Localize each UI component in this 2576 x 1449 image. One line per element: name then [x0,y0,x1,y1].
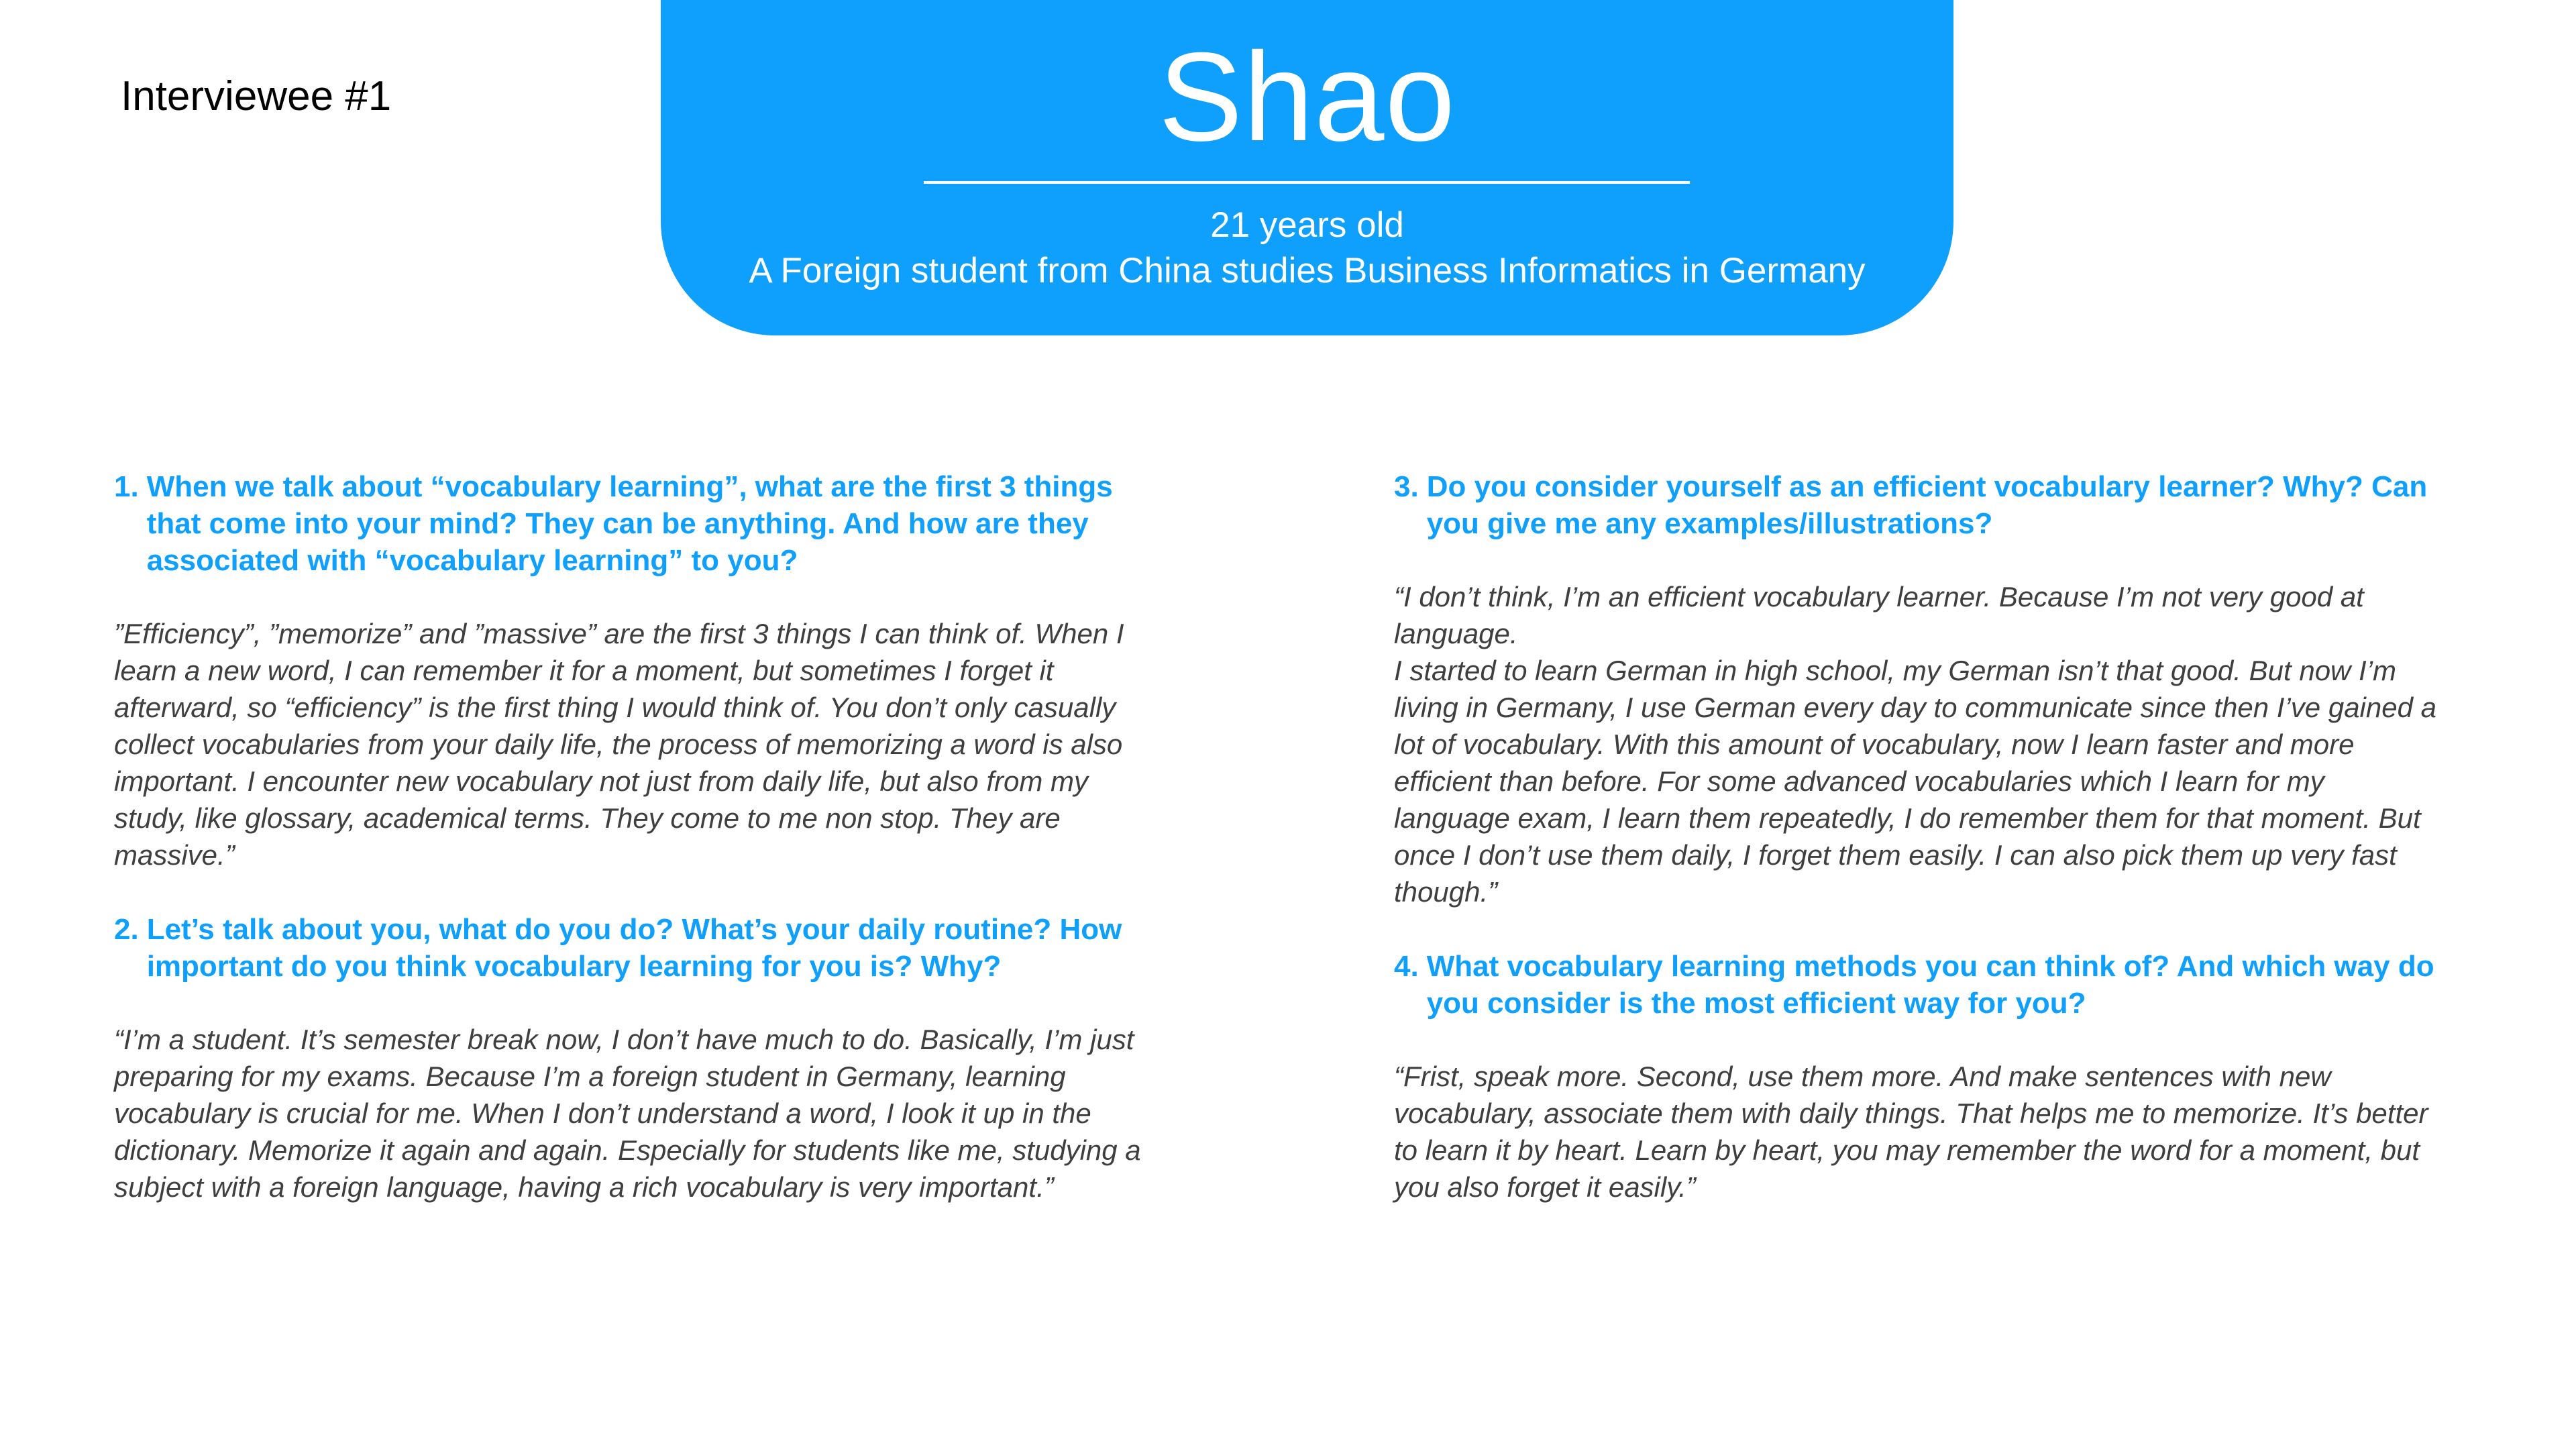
answer-1: ”Efficiency”, ”memorize” and ”massive” are the first 3 things I can think of. When I learn a new word, I can remember it for a moment, but sometimes I forget it afterward, so “efficiency” is the first thing I would think of. You don’t only casually collect vocabularies from your daily life, the process of memorizing a word is also important. I encounter new vocabulary not just from daily life, but also from my study, like glossary, academical terms. They come to me non stop. They are massive.” [114,618,1124,871]
question-number: 3. [1394,470,1419,503]
question-4 [1394,948,2447,1022]
question-2 [114,911,1167,985]
answer-2: “I’m a student. It’s semester break now, I don’t have much to do. Basically, I’m just preparing for my exams. Because I’m a foreign student in Germany, learning vocabulary is crucial for me. When I don’t understand a word, I look it up in the dictionary. Memorize it again and again. Especially for students like me, studying a subject with a foreign language, having a rich vocabulary is very important.” [114,1024,1141,1203]
interviewee-age: 21 years old [1210,205,1404,245]
qa-item-4 [1394,948,2447,1205]
question-text: When we talk about “vocabulary learning”, what are the first 3 things that come into your mind? They can be anything. And how are they associated with “vocabulary learning” to you? [146,470,1113,577]
question-1 [114,468,1167,579]
qa-item-3 [1394,468,2447,910]
qa-item-2 [114,911,1167,1205]
question-number: 2. [114,913,139,946]
interviewee-label: Interviewee #1 [121,73,392,119]
header-banner [661,0,1953,335]
answer-4: “Frist, speak more. Second, use them more. And make sentences with new vocabulary, associate them with daily things. That helps me to memorize. It’s better to learn it by heart. Learn by heart, you may remember the word for a moment, but you also forget it easily.” [1394,1061,2428,1203]
question-text: Let’s talk about you, what do you do? What’s your daily routine? How important do you think vocabulary learning for you is? Why? [146,913,1122,983]
interviewee-name: Shao [1158,26,1456,167]
question-number: 1. [114,470,139,503]
qa-column-right [1394,468,2447,1205]
question-text: Do you consider yourself as an efficient vocabulary learner? Why? Can you give me any examples/illustrations? [1426,470,2428,540]
question-3 [1394,468,2447,542]
qa-column-left [114,468,1167,1205]
interviewee-description: A Foreign student from China studies Business Informatics in Germany [749,251,1866,290]
answer-3: “I don’t think, I’m an efficient vocabulary learner. Because I’m not very good at language. I started to learn German in high school, my German isn’t that good. But now I’m living in Germany, I use German every day to communicate since then I’ve gained a lot of vocabulary. With this amount of vocabulary, now I learn faster and more efficient than before. For some advanced vocabularies which I learn for my language exam, I learn them repeatedly, I do remember them for that moment. But once I don’t use them daily, I forget them easily. I can also pick them up very fast though.” [1394,581,2436,908]
question-number: 4. [1394,950,1419,983]
header-divider [924,181,1690,184]
question-text: What vocabulary learning methods you can think of? And which way do you consider is the most efficient way for you? [1426,950,2434,1020]
qa-item-1 [114,468,1167,873]
